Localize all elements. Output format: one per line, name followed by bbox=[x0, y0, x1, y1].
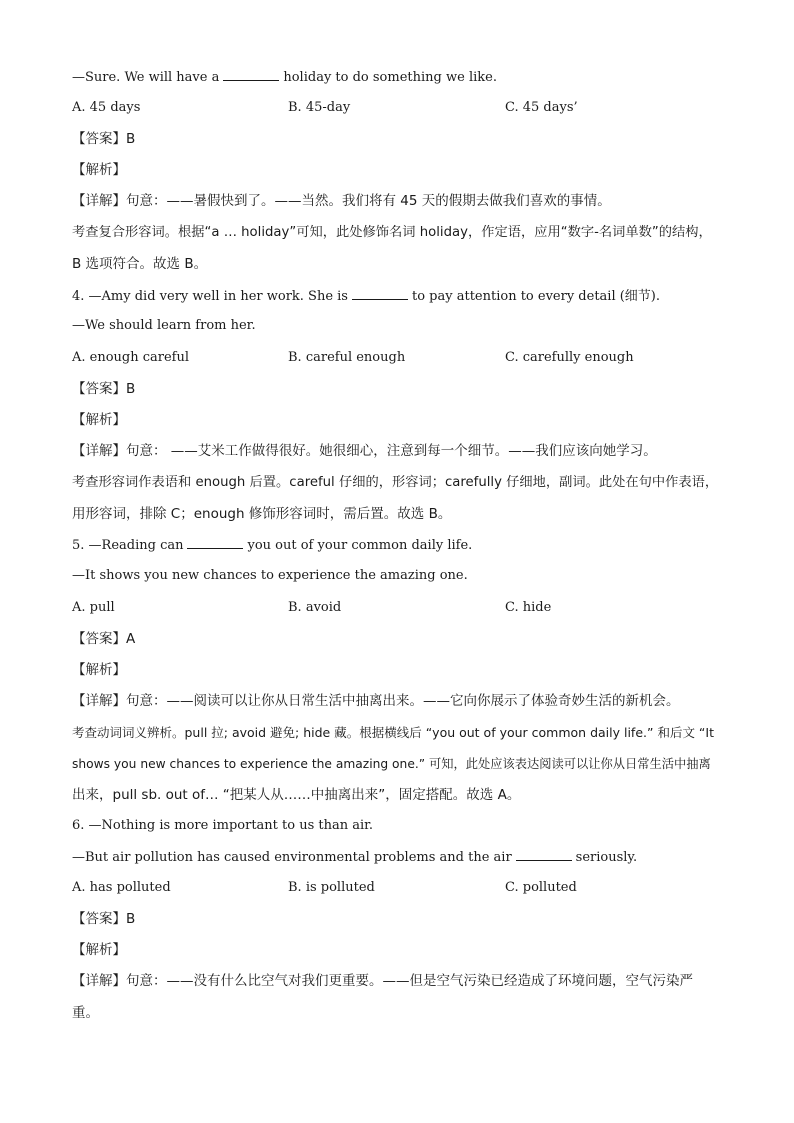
answer-blank bbox=[352, 288, 408, 300]
q6-option-c: C. polluted bbox=[505, 880, 577, 895]
q5-response-line: —It shows you new chances to experience the amazing one. bbox=[72, 568, 468, 583]
q4-option-c: C. carefully enough bbox=[505, 350, 634, 365]
q6-option-a: A. has polluted bbox=[72, 880, 171, 895]
q4-response-line: —We should learn from her. bbox=[72, 318, 256, 333]
q5-explanation-line-1: 考查动词词义辨析。pull 拉; avoid 避免; hide 藏。根据横线后 “you out of your common daily life.” 和后文 “It bbox=[72, 725, 714, 740]
q5-line-end: you out of your common daily life. bbox=[247, 538, 473, 553]
q5-line-start: 5. —Reading can bbox=[72, 538, 184, 553]
q3-option-a: A. 45 days bbox=[72, 100, 141, 115]
q6-question-line: 6. —Nothing is more important to us than air. bbox=[72, 818, 374, 833]
q3-line-start: —Sure. We will have a bbox=[72, 70, 220, 85]
q5-explanation-line-2: shows you new chances to experience the amazing one.” 可知，此处应该表达阅读可以让你从日常生活中抽离 bbox=[72, 757, 711, 771]
q4-option-b: B. careful enough bbox=[288, 350, 406, 365]
q6-answer: 【答案】B bbox=[72, 911, 136, 927]
q5-option-c: C. hide bbox=[505, 600, 552, 615]
q6-option-b: B. is polluted bbox=[288, 880, 375, 895]
q4-option-a: A. enough careful bbox=[72, 350, 190, 365]
q5-analysis-heading: 【解析】 bbox=[72, 662, 126, 678]
answer-blank bbox=[187, 537, 243, 549]
q3-option-c: C. 45 days’ bbox=[505, 100, 578, 115]
q5-answer: 【答案】A bbox=[72, 631, 136, 647]
answer-blank bbox=[516, 849, 572, 861]
q6-detail: 【详解】句意：——没有什么比空气对我们更重要。——但是空气污染已经造成了环境问题，空气污染严 bbox=[72, 973, 693, 989]
q5-question-line bbox=[72, 537, 472, 554]
q6-line-start: —But air pollution has caused environmental problems and the air bbox=[72, 850, 512, 865]
q3-answer: 【答案】B bbox=[72, 131, 136, 147]
q3-explanation-line-2: B 选项符合。故选 B。 bbox=[72, 256, 208, 272]
q6-detail-line-2: 重。 bbox=[72, 1005, 99, 1021]
q4-question-line bbox=[72, 288, 660, 305]
q4-explanation-line-2: 用形容词，排除 C；enough 修饰形容词时，需后置。故选 B。 bbox=[72, 506, 452, 522]
q5-explanation-line-3: 出来，pull sb. out of… “把某人从……中抽离出来”，固定搭配。故选 A。 bbox=[72, 787, 521, 803]
q5-detail: 【详解】句意：——阅读可以让你从日常生活中抽离出来。——它向你展示了体验奇妙生活的新机会。 bbox=[72, 693, 680, 709]
q3-line-end: holiday to do something we like. bbox=[283, 70, 497, 85]
q3-detail: 【详解】句意：——暑假快到了。——当然。我们将有 45 天的假期去做我们喜欢的事情。 bbox=[72, 193, 611, 209]
q6-response-line bbox=[72, 849, 637, 866]
q6-line-end: seriously. bbox=[575, 850, 638, 865]
q4-explanation-line-1: 考查形容词作表语和 enough 后置。careful 仔细的，形容词；carefully 仔细地，副词。此处在句中作表语， bbox=[72, 475, 719, 490]
q3-analysis-heading: 【解析】 bbox=[72, 162, 126, 178]
q4-analysis-heading: 【解析】 bbox=[72, 412, 126, 428]
q4-answer: 【答案】B bbox=[72, 381, 136, 397]
q6-analysis-heading: 【解析】 bbox=[72, 942, 126, 958]
q3-explanation-line-1: 考查复合形容词。根据“a … holiday”可知，此处修饰名词 holiday，作定语，应用“数字-名词单数”的结构， bbox=[72, 225, 712, 240]
answer-blank bbox=[223, 69, 279, 81]
q3-dialogue-line bbox=[72, 69, 497, 86]
q4-line-start: 4. —Amy did very well in her work. She is bbox=[72, 289, 348, 304]
q5-option-a: A. pull bbox=[72, 600, 115, 615]
q5-option-b: B. avoid bbox=[288, 600, 342, 615]
q4-line-end: to pay attention to every detail (细节). bbox=[411, 289, 661, 304]
q4-detail: 【详解】句意： ——艾米工作做得很好。她很细心，注意到每一个细节。——我们应该向她学习。 bbox=[72, 443, 657, 459]
q3-option-b: B. 45-day bbox=[288, 100, 351, 115]
